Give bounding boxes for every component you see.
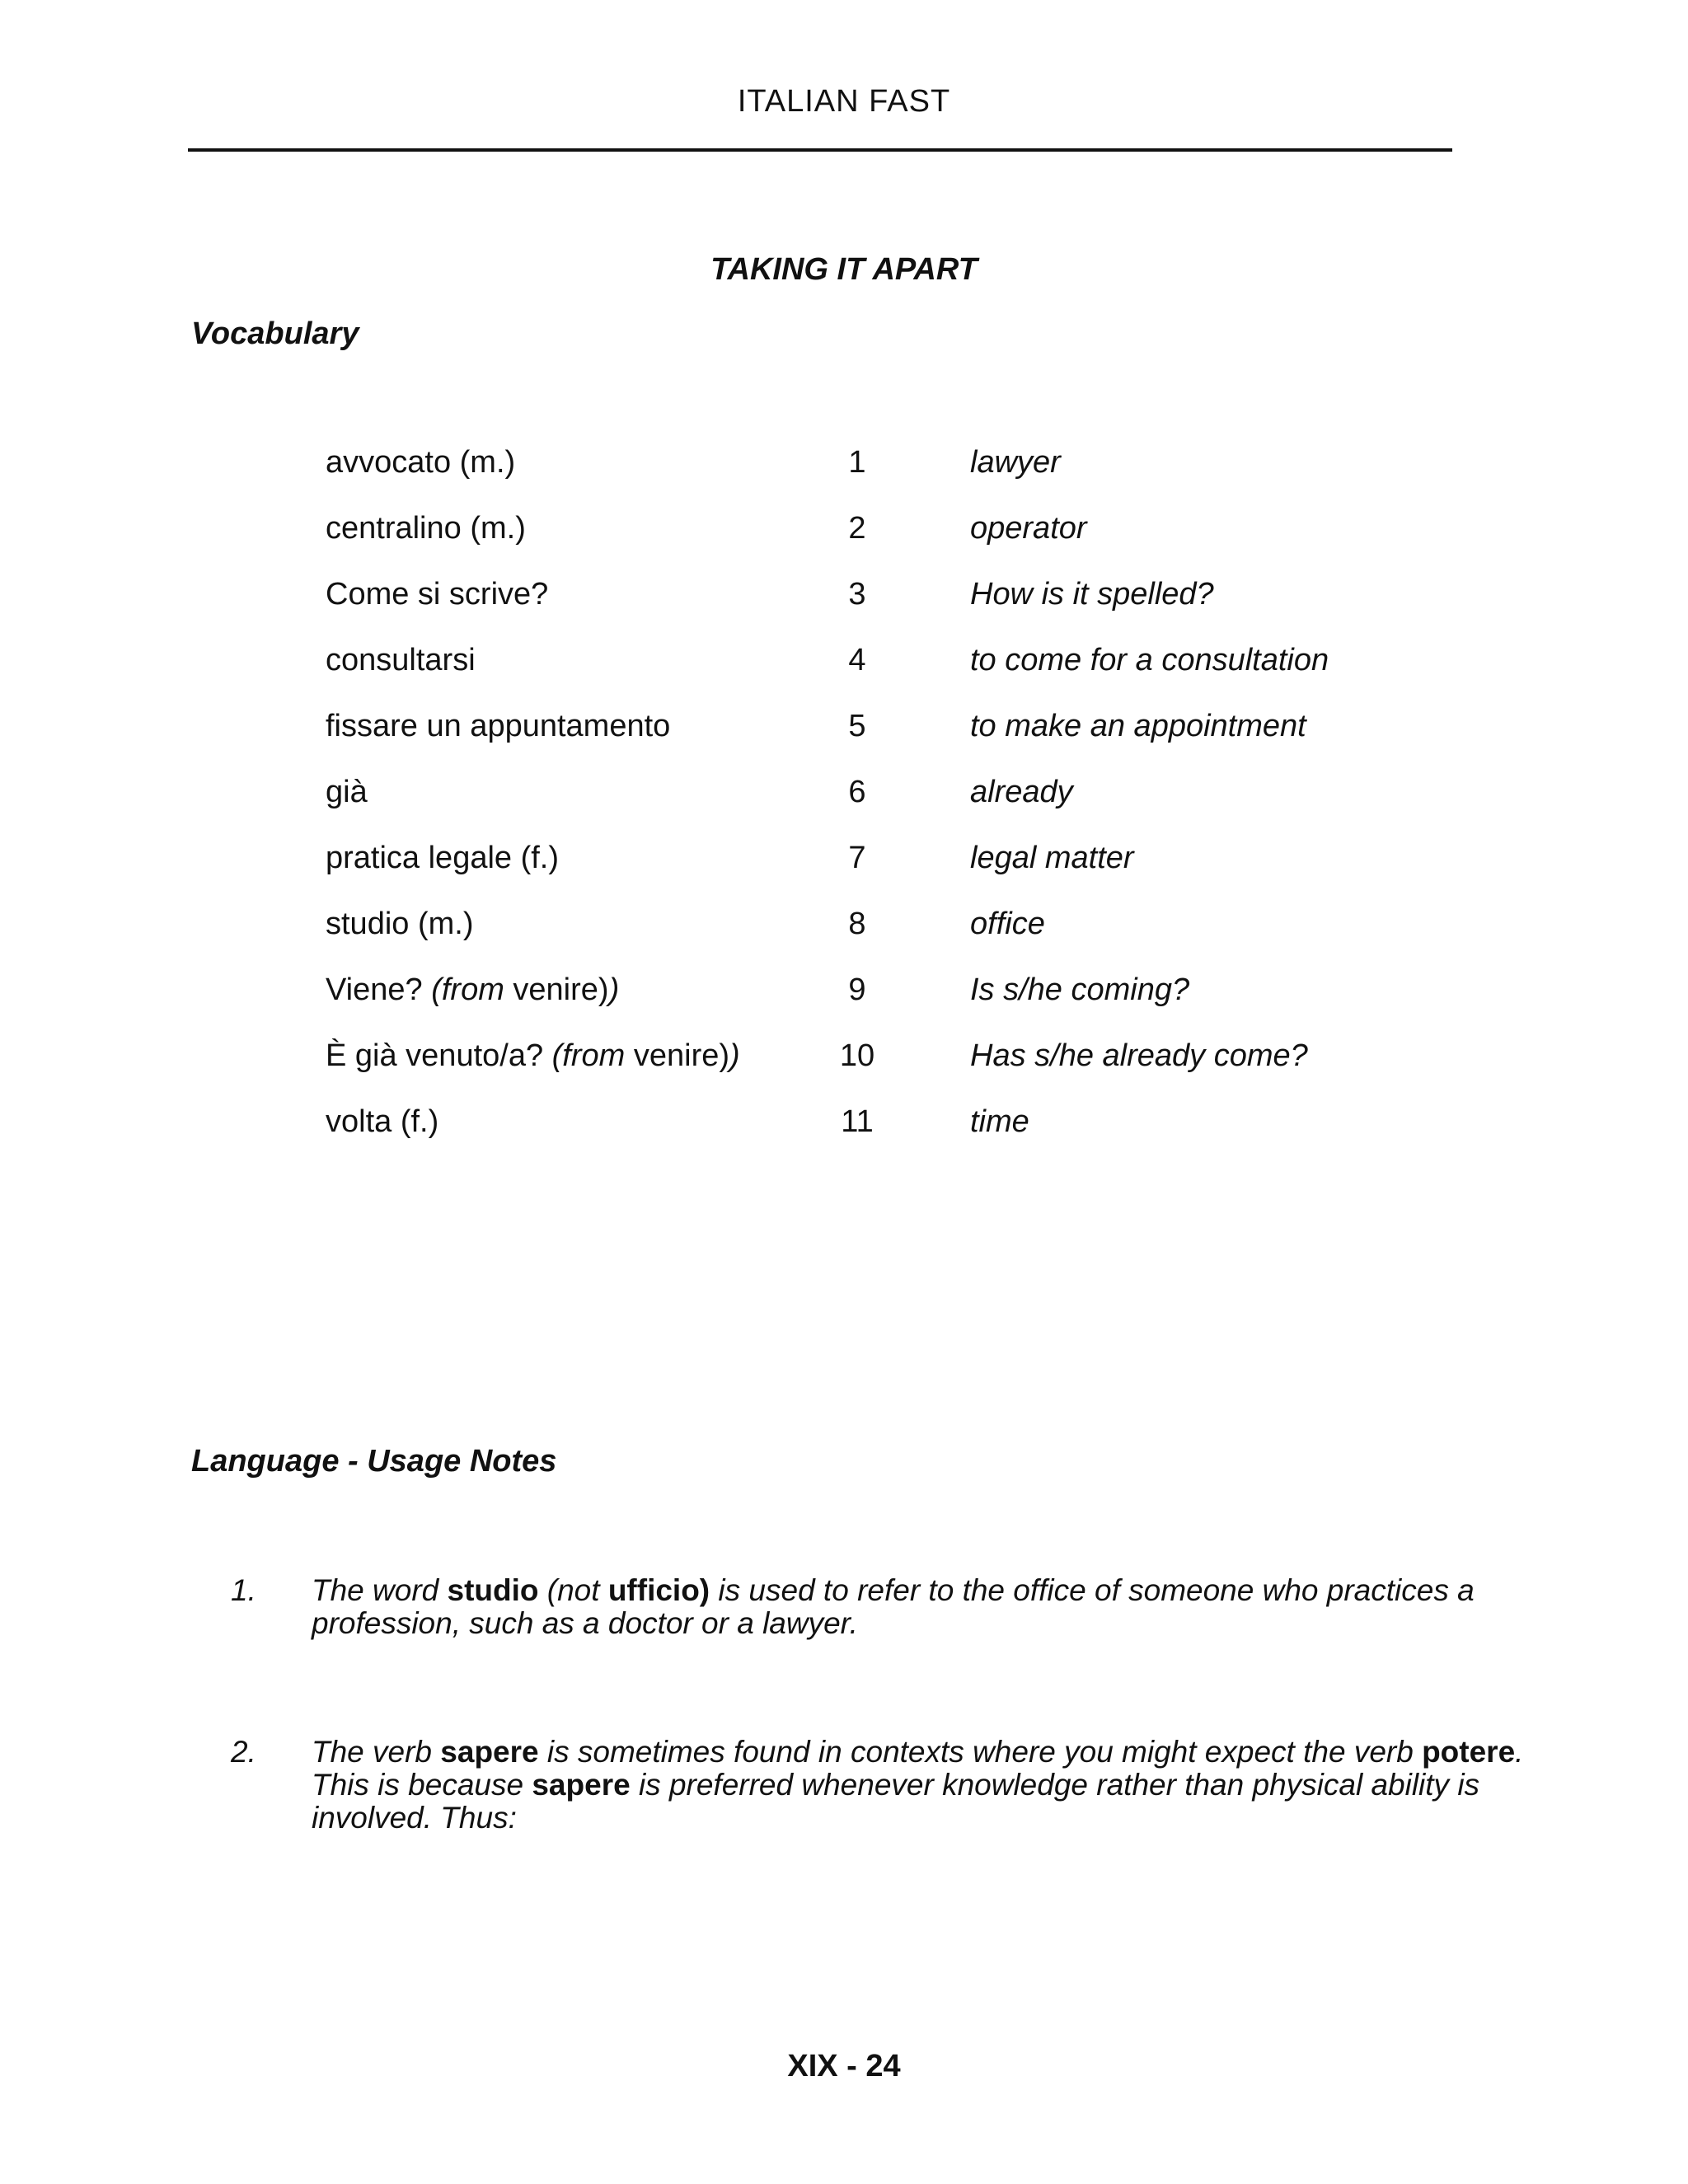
vocab-row bbox=[0, 972, 1688, 1038]
vocab-row bbox=[0, 643, 1688, 709]
note-term: potere bbox=[1422, 1735, 1516, 1769]
vocab-italian-word: È già venuto/a? bbox=[326, 1038, 552, 1073]
vocab-italian-infinitive: venire) bbox=[625, 1038, 730, 1073]
vocab-row bbox=[0, 577, 1688, 643]
note-text-run: The verb bbox=[312, 1735, 441, 1769]
vocab-number: 9 bbox=[848, 972, 866, 1007]
vocab-italian-from: (from bbox=[551, 1038, 626, 1073]
vocab-english: How is it spelled? bbox=[970, 577, 1214, 612]
note-text-run: is sometimes found in contexts where you might expect the verb bbox=[538, 1735, 1423, 1769]
note-text-run: (not bbox=[538, 1573, 608, 1607]
vocab-row bbox=[0, 841, 1688, 907]
vocab-number: 8 bbox=[848, 907, 866, 941]
vocab-italian: avvocato (m.) bbox=[326, 445, 516, 480]
vocab-row bbox=[0, 1038, 1688, 1104]
vocab-italian: già bbox=[326, 775, 368, 809]
vocab-number: 1 bbox=[848, 445, 866, 480]
note-text-run: The word bbox=[312, 1573, 448, 1607]
vocab-italian: pratica legale (f.) bbox=[326, 841, 560, 875]
vocab-italian: volta (f.) bbox=[326, 1104, 439, 1139]
vocab-row bbox=[0, 445, 1688, 511]
running-header: ITALIAN FAST bbox=[737, 84, 951, 119]
vocab-english: Is s/he coming? bbox=[970, 972, 1190, 1007]
vocab-english: time bbox=[970, 1104, 1029, 1139]
vocab-number: 5 bbox=[848, 709, 866, 743]
header-rule bbox=[188, 148, 1452, 152]
note-term: studio bbox=[447, 1573, 539, 1607]
section-title: TAKING IT APART bbox=[710, 252, 978, 287]
note-text-run: is used to refer to the office of someone who practices a profession, such as a doctor or a lawyer. bbox=[312, 1573, 1475, 1640]
vocab-english: to come for a consultation bbox=[970, 643, 1329, 677]
page-number: XIX - 24 bbox=[787, 2049, 901, 2083]
vocab-italian bbox=[326, 1038, 740, 1074]
vocabulary-heading: Vocabulary bbox=[191, 316, 359, 351]
vocab-number: 3 bbox=[848, 577, 866, 612]
note-term: sapere bbox=[440, 1735, 539, 1769]
vocab-english: legal matter bbox=[970, 841, 1134, 875]
vocab-row bbox=[0, 907, 1688, 972]
vocab-english: operator bbox=[970, 511, 1087, 546]
vocab-italian-from: (from bbox=[431, 972, 504, 1007]
vocab-number: 4 bbox=[848, 643, 866, 677]
note-text bbox=[312, 1574, 1548, 1640]
note-text-run: . This is because bbox=[312, 1735, 1524, 1802]
usage-notes-heading: Language - Usage Notes bbox=[191, 1444, 557, 1479]
vocab-italian: consultarsi bbox=[326, 643, 476, 677]
vocab-italian-paren: ) bbox=[729, 1038, 740, 1073]
vocab-row bbox=[0, 511, 1688, 577]
vocab-number: 2 bbox=[848, 511, 866, 546]
note-number: 1. bbox=[231, 1573, 256, 1607]
vocab-number: 7 bbox=[848, 841, 866, 875]
vocab-row bbox=[0, 709, 1688, 775]
vocab-english: to make an appointment bbox=[970, 709, 1306, 743]
note-term: sapere bbox=[532, 1768, 631, 1802]
vocab-italian: studio (m.) bbox=[326, 907, 474, 941]
vocab-row bbox=[0, 775, 1688, 841]
note-number: 2. bbox=[231, 1735, 256, 1769]
vocab-italian bbox=[326, 972, 619, 1008]
vocab-english: office bbox=[970, 907, 1045, 941]
vocab-italian: centralino (m.) bbox=[326, 511, 526, 546]
vocab-number: 6 bbox=[848, 775, 866, 809]
note-text-run: is preferred whenever knowledge rather than physical ability is involved. Thus: bbox=[312, 1768, 1480, 1835]
vocab-italian: Come si scrive? bbox=[326, 577, 549, 612]
vocab-row bbox=[0, 1104, 1688, 1170]
vocab-english: already bbox=[970, 775, 1073, 809]
vocab-number: 11 bbox=[841, 1104, 874, 1139]
vocab-english: Has s/he already come? bbox=[970, 1038, 1308, 1073]
vocab-number: 10 bbox=[839, 1038, 875, 1073]
vocab-italian-infinitive: venire) bbox=[504, 972, 609, 1007]
vocab-italian: fissare un appuntamento bbox=[326, 709, 671, 743]
note-text bbox=[312, 1736, 1548, 1835]
vocab-italian-paren: ) bbox=[608, 972, 620, 1007]
vocab-italian-word: Viene? bbox=[326, 972, 432, 1007]
vocab-english: lawyer bbox=[970, 445, 1061, 480]
note-term: ufficio) bbox=[607, 1573, 710, 1607]
